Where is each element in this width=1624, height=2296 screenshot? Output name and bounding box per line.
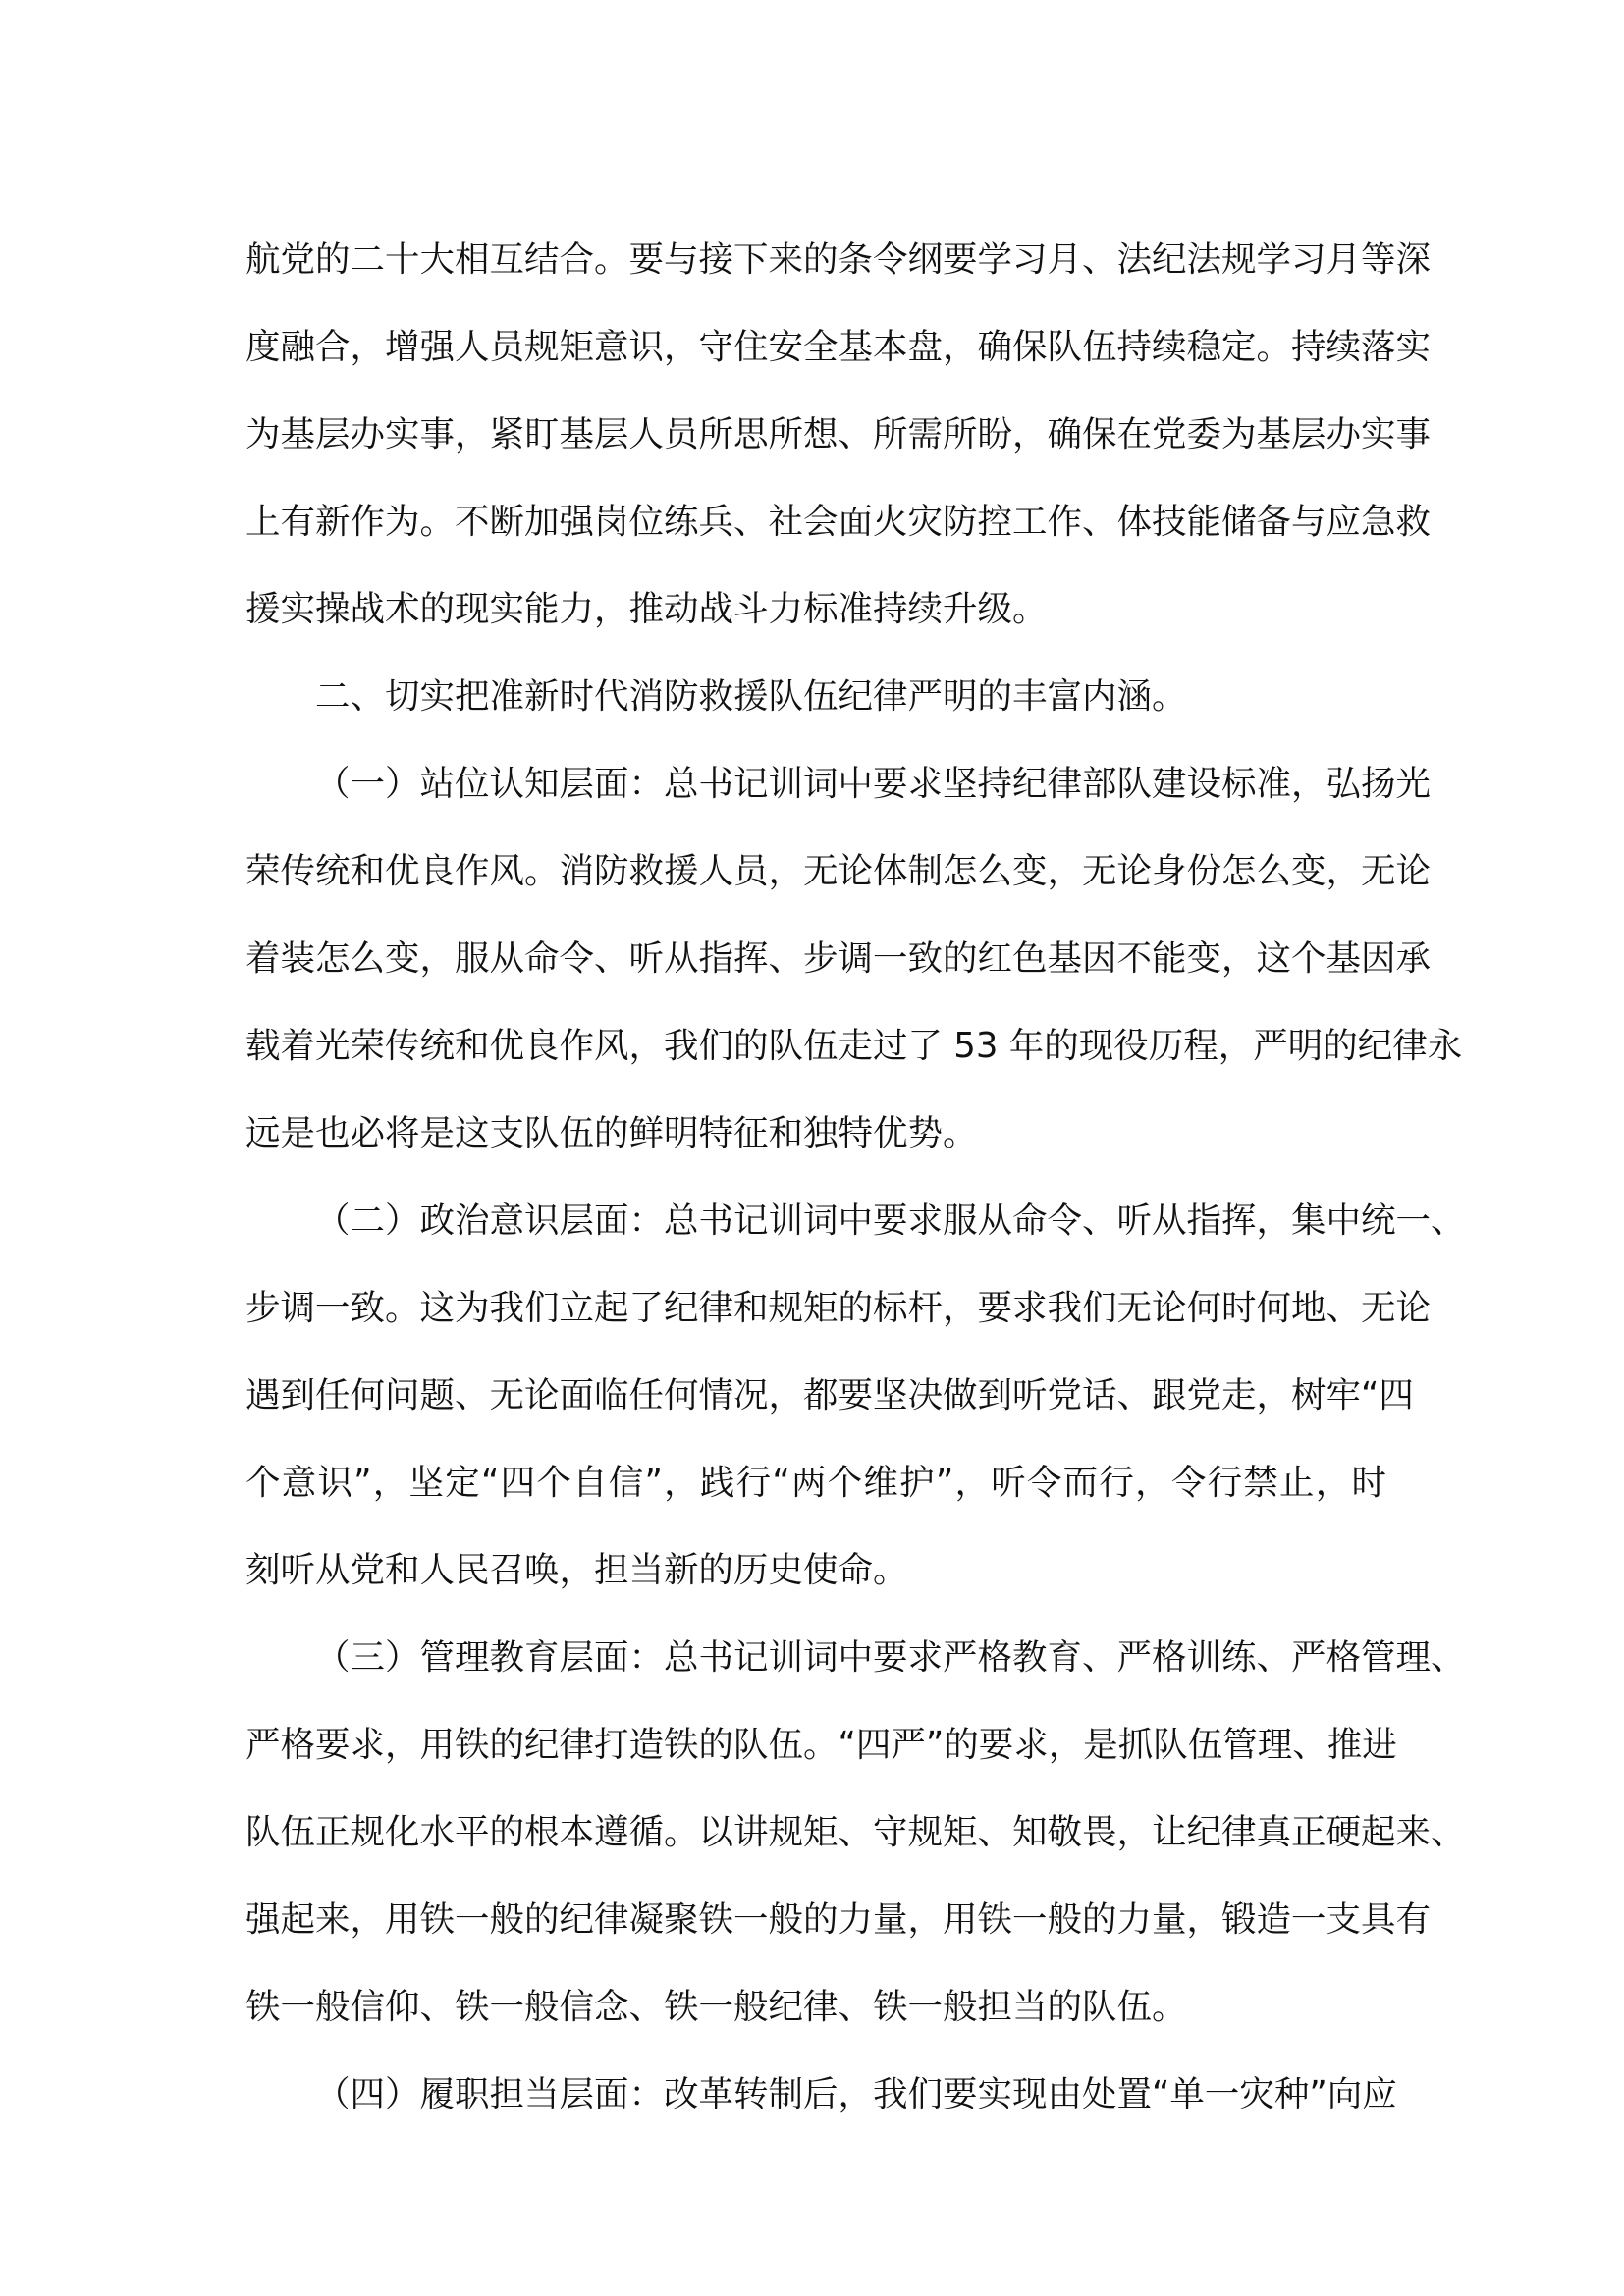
- text-line: 度融合，增强人员规矩意识，守住安全基本盘，确保队伍持续稳定。持续落实: [245, 327, 1432, 367]
- text-line: 强起来，用铁一般的纪律凝聚铁一般的力量，用铁一般的力量，锻造一支具有: [245, 1899, 1432, 1940]
- text-line: 着装怎么变，服从命令、听从指挥、步调一致的红色基因不能变，这个基因承: [245, 938, 1432, 979]
- text-line: 步调一致。这为我们立起了纪律和规矩的标杆，要求我们无论何时何地、无论: [245, 1288, 1432, 1328]
- text-line: （三）管理教育层面：总书记训词中要求严格教育、严格训练、严格管理、: [315, 1637, 1466, 1678]
- text-line: 援实操战术的现实能力，推动战斗力标准持续升级。: [245, 589, 1048, 629]
- text-line: （一）站位认知层面：总书记训词中要求坚持纪律部队建设标准，弘扬光: [315, 764, 1432, 804]
- text-line: 为基层办实事，紧盯基层人员所思所想、所需所盼，确保在党委为基层办实事: [245, 414, 1432, 454]
- paragraph-subsection-1: [245, 740, 1463, 1177]
- paragraph-subsection-3: [245, 1614, 1466, 2051]
- text-line: （二）政治意识层面：总书记训词中要求服从命令、听从指挥，集中统一、: [315, 1201, 1466, 1241]
- text-line: 刻听从党和人民召唤，担当新的历史使命。: [245, 1550, 908, 1590]
- document-page: [245, 216, 1466, 2138]
- text-line: 严格要求，用铁的纪律打造铁的队伍。“四严”的要求，是抓队伍管理、推进: [245, 1725, 1397, 1765]
- text-line: 航党的二十大相互结合。要与接下来的条令纲要学习月、法纪法规学习月等深: [245, 240, 1432, 280]
- text-line: 载着光荣传统和优良作风，我们的队伍走过了 53 年的现役历程，严明的纪律永: [245, 1026, 1463, 1066]
- paragraph-subsection-2: [245, 1177, 1466, 1614]
- text-line: 队伍正规化水平的根本遵循。以讲规矩、守规矩、知敬畏，让纪律真正硬起来、: [245, 1812, 1466, 1852]
- text-line: 荣传统和优良作风。消防救援人员，无论体制怎么变，无论身份怎么变，无论: [245, 851, 1432, 891]
- text-line: 遇到任何问题、无论面临任何情况，都要坚决做到听党话、跟党走，树牢“四: [245, 1375, 1414, 1415]
- paragraph-subsection-4: [245, 2051, 1397, 2138]
- text-line: 远是也必将是这支队伍的鲜明特征和独特优势。: [245, 1113, 978, 1153]
- text-line: （四）履职担当层面：改革转制后，我们要实现由处置“单一灾种”向应: [315, 2074, 1397, 2114]
- paragraph-continuation: [245, 216, 1432, 653]
- text-line: 上有新作为。不断加强岗位练兵、社会面火灾防控工作、体技能储备与应急救: [245, 502, 1432, 542]
- section-heading-2: [245, 653, 1386, 740]
- text-line: 个意识”，坚定“四个自信”，践行“两个维护”，听令而行，令行禁止，时: [245, 1463, 1386, 1503]
- text-line: 铁一般信仰、铁一般信念、铁一般纪律、铁一般担当的队伍。: [245, 1987, 1187, 2027]
- heading-text: 二、切实把准新时代消防救援队伍纪律严明的丰富内涵。: [315, 676, 1187, 717]
